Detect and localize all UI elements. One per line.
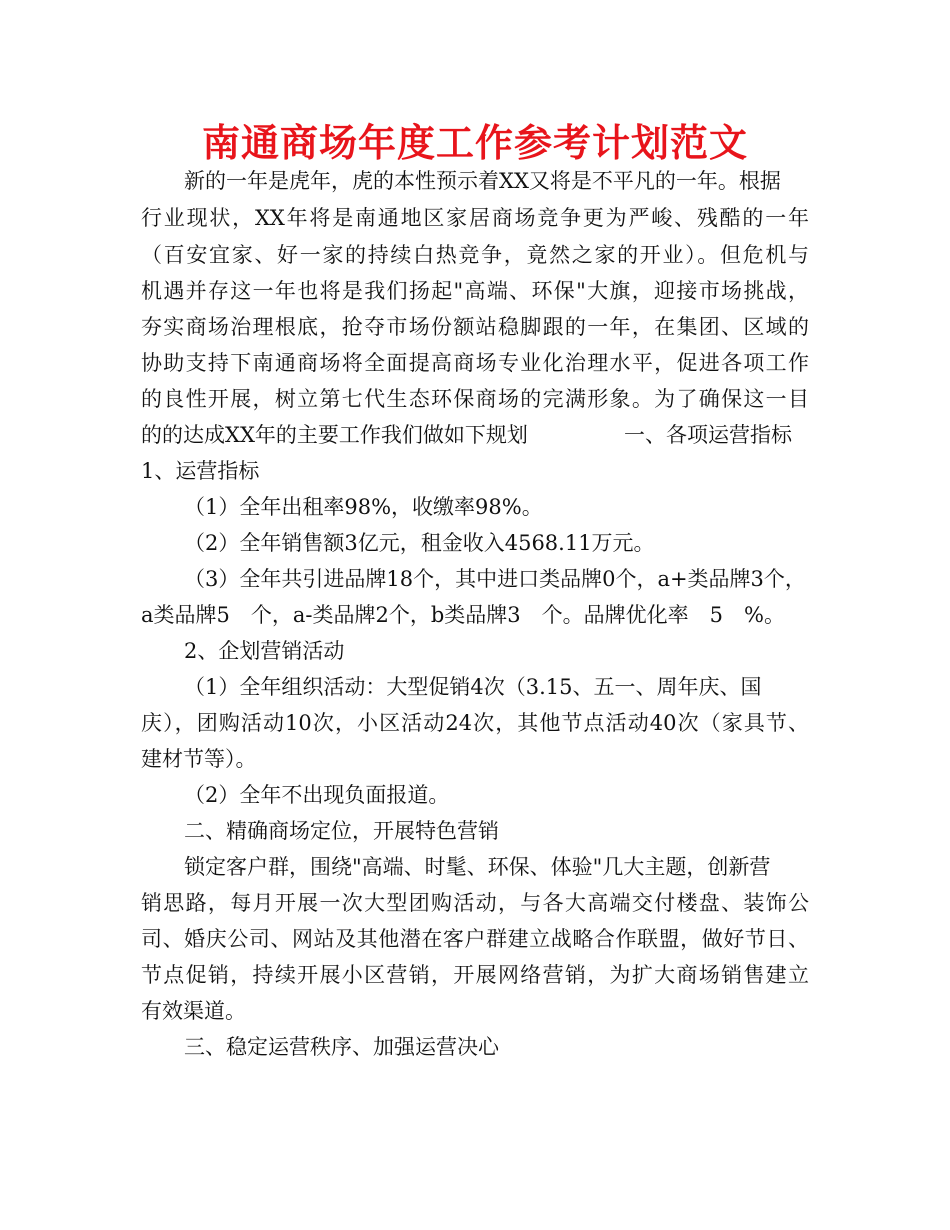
list-item: a类品牌5 个，a-类品牌2个，b类品牌3 个。品牌优化率 5 %。 (141, 603, 785, 627)
paragraph-line: 有效渠道。 (141, 999, 246, 1023)
paragraph-line: 建材节等）。 (141, 747, 257, 771)
paragraph-line: 机遇并存这一年也将是我们扬起"高端、环保"大旗，迎接市场挑战， (141, 279, 809, 303)
paragraph-line: （百安宜家、好一家的持续白热竞争，竟然之家的开业）。但危机与 (141, 243, 809, 267)
paragraph-line: 的良性开展，树立第七代生态环保商场的完满形象。为了确保这一目 (141, 387, 809, 411)
paragraph-line: 的的达成XX年的主要工作我们做如下规划 (141, 423, 528, 447)
paragraph-line: 锁定客户群，围绕"高端、时髦、环保、体验"几大主题，创新营 (184, 855, 771, 879)
section-heading: 二、精确商场定位，开展特色营销 (184, 819, 499, 843)
section-heading: 三、稳定运营秩序、加强运营决心 (184, 1035, 499, 1059)
paragraph-line: 行业现状，XX年将是南通地区家居商场竞争更为严峻、残酷的一年 (141, 206, 809, 230)
list-item: （3）全年共引进品牌18个，其中进口类品牌0个，a+类品牌3个， (184, 567, 806, 591)
list-item: （1）全年出租率98%，收缴率98%。 (184, 495, 543, 519)
paragraph-line: 庆），团购活动10次，小区活动24次，其他节点活动40次（家具节、 (141, 711, 809, 735)
paragraph-line: 司、婚庆公司、网站及其他潜在客户群建立战略合作联盟，做好节日、 (141, 927, 809, 951)
list-item: （1）全年组织活动：大型促销4次（3.15、五一、周年庆、国 (184, 675, 762, 699)
paragraph-line: 夯实商场治理根底，抢夺市场份额站稳脚跟的一年，在集团、区域的 (141, 315, 809, 339)
paragraph-line: 节点促销，持续开展小区营销，开展网络营销，为扩大商场销售建立 (141, 963, 809, 987)
list-item: （2）全年销售额3亿元，租金收入4568.11万元。 (184, 531, 655, 555)
paragraph-line: 销思路，每月开展一次大型团购活动，与各大高端交付楼盘、装饰公 (141, 891, 809, 915)
paragraph-line: 协助支持下南通商场将全面提高商场专业化治理水平，促进各项工作 (141, 351, 809, 375)
section-heading: 一、各项运营指标 (624, 423, 792, 447)
subsection-heading: 1、运营指标 (141, 459, 260, 483)
paragraph-line: 新的一年是虎年，虎的本性预示着XX又将是不平凡的一年。根据 (184, 169, 781, 193)
subsection-heading: 2、企划营销活动 (184, 639, 345, 663)
list-item: （2）全年不出现负面报道。 (184, 783, 450, 807)
document-title: 南通商场年度工作参考计划范文 (201, 121, 748, 165)
